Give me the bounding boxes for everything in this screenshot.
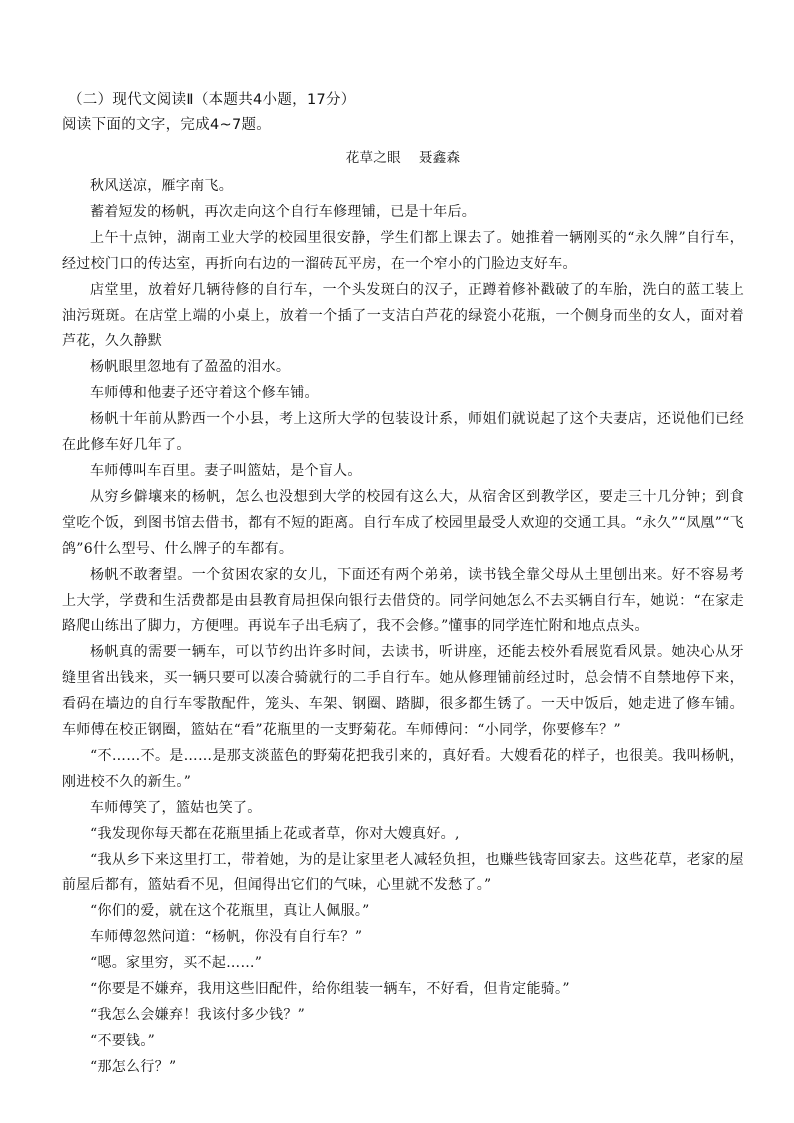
article-paragraph: “我怎么会嫌弃！我该付多少钱？” [90,1007,306,1023]
article-paragraph: “那怎么行？” [90,1058,177,1075]
article-paragraph: 车师傅和他妻子还守着这个修车铺。 [90,385,319,402]
article-paragraph: “你们的爱，就在这个花瓶里，真让人佩服。” [90,903,370,920]
section-heading: （二）现代文阅读Ⅱ（本题共4小题，17分） [68,92,356,108]
article-paragraph: 杨帆真的需要一辆车，可以节约出许多时间，去读书，听讲座，还能去校外看展览看风景。她决心从牙缝里省出钱来，买一辆只要可以凑合骑就行的二手自行车。她从修理铺前经过时，总会情不自禁地停下来，看码在墙边的自行车零散配件，笼头、车架、钢圈、踏脚，很多都生锈了。一天中饭后，她走进了修车铺。车师傅在校正钢圈，篮姑在“看”花瓶里的一支野菊花。车师傅问：“小同学，你要修车？” [62,644,744,739]
article-paragraph: “我发现你每天都在花瓶里插上花或者草，你对大嫂真好。, [90,825,460,842]
article-paragraph: “不……不。是……是那支淡蓝色的野菊花把我引来的，真好看。大嫂看花的样子，也很美。我叫杨帆，刚进校不久的新生。” [62,747,744,790]
article-paragraph: 杨帆不敢奢望。一个贫困农家的女儿，下面还有两个弟弟，读书钱全靠父母从土里刨出来。好不容易考上大学，学费和生活费都是由县教育局担保向银行去借贷的。同学问她怎么不去买辆自行车，她说：“在家走路爬山练出了脚力，方便哩。再说车子出毛病了，我不会修。”懂事的同学连忙附和地点点头。 [62,566,744,635]
article-paragraph: 蓄着短发的杨帆，再次走向这个自行车修理铺，已是十年后。 [90,203,477,220]
article-body [62,174,744,1081]
article-paragraph: 车师傅笑了，篮姑也笑了。 [90,799,262,816]
page-content [62,88,744,1081]
article-paragraph: “你要是不嫌弃，我用这些旧配件，给你组装一辆车，不好看，但肯定能骑。” [90,981,570,998]
article-paragraph: “我从乡下来这里打工，带着她，为的是让家里老人减轻负担，也赚些钱寄回家去。这些花草，老家的屋前屋后都有，篮姑看不见，但闻得出它们的气味，心里就不发愁了。” [62,851,744,894]
article-paragraph: 店堂里，放着好几辆待修的自行车，一个头发斑白的汉子，正蹲着修补戳破了的车胎，洗白的蓝工装上油污斑斑。在店堂上端的小桌上，放着一个插了一支洁白芦花的绿瓷小花瓶，一个侧身而坐的女人，面对着芦花，久久静默 [62,281,744,350]
article-paragraph: “不要钱。” [90,1032,156,1049]
article-paragraph: 秋风送凉，雁字南飞。 [90,178,233,194]
article-paragraph: 车师傅叫车百里。妻子叫篮姑，是个盲人。 [90,462,362,479]
article-author: 聂鑫森 [418,150,461,166]
article-paragraph: 杨帆眼里忽地有了盈盈的泪水。 [90,359,291,376]
article-paragraph: “嗯。家里穷，买不起……” [90,955,263,972]
article-title-line [62,146,744,170]
article-paragraph: 车师傅忽然问道：“杨帆，你没有自行车？” [90,929,363,946]
reading-instruction: 阅读下面的文字，完成4~7题。 [62,117,272,133]
article-paragraph: 从穷乡僻壤来的杨帆，怎么也没想到大学的校园有这么大，从宿舍区到教学区，要走三十几分钟；到食堂吃个饭，到图书馆去借书，都有不短的距离。自行车成了校园里最受人欢迎的交通工具。“永久”“凤凰”“飞鸽”6什么型号、什么牌子的车都有。 [62,488,744,557]
article-paragraph: 上午十点钟，湖南工业大学的校园里很安静，学生们都上课去了。她推着一辆刚买的“永久牌”自行车，经过校门口的传达室，再折向右边的一溜砖瓦平房，在一个窄小的门脸边支好车。 [62,229,744,272]
article-title: 花草之眼 [345,150,401,166]
article-paragraph: 杨帆十年前从黔西一个小县，考上这所大学的包装设计系，师姐们就说起了这个夫妻店，还说他们已经在此修车好几年了。 [62,411,744,454]
